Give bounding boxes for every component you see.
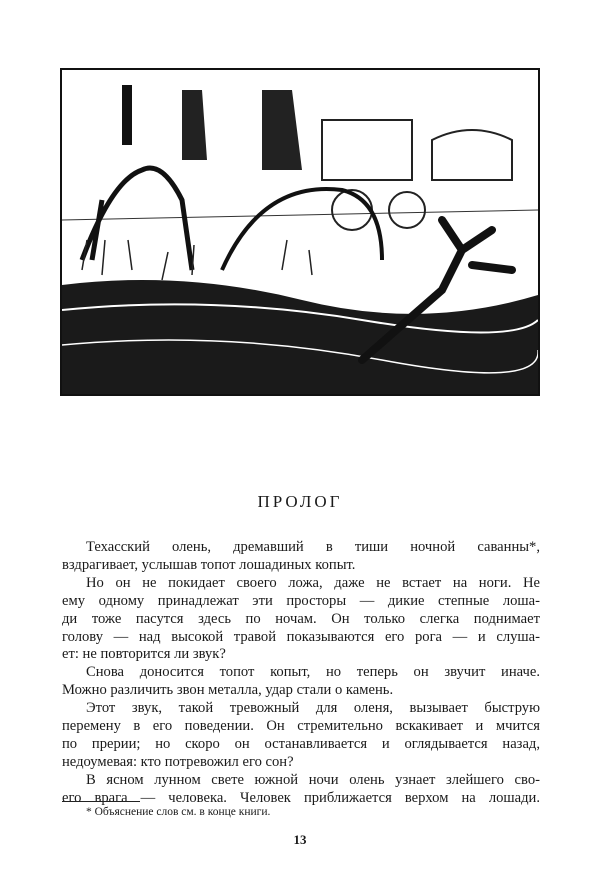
chapter-title: ПРОЛОГ xyxy=(257,492,343,511)
text-line: Но он не покидает своего ложа, даже не встает на ноги. Не xyxy=(86,574,540,591)
text-line: по прерии; но скоро он останавливается и оглядывается назад, xyxy=(62,735,540,752)
text-line: Можно различить звон металла, удар стали о камень. xyxy=(62,682,394,699)
illustration-riders-and-wagons xyxy=(60,68,540,396)
text-line: ди тоже пасутся здесь по ночам. Он только слегка поднимает xyxy=(62,610,540,627)
text-line: его врага — человека. Человек приближается верхом на лошади. xyxy=(62,789,540,806)
text-line: недоумевая: кто потревожил его сон? xyxy=(62,753,294,770)
footnote: * Объяснение слов см. в конце книги. xyxy=(86,806,271,818)
text-line: Техасский олень, дремавший в тиши ночной саванны*, xyxy=(86,539,540,555)
text-line: ет: не повторится ли звук? xyxy=(62,646,226,663)
text-line: перемену в его поведении. Он стремительно вскакивает и мчится xyxy=(62,718,540,734)
text-line: Этот звук, такой тревожный для оленя, вызывает быструю xyxy=(86,700,540,717)
text-line: Снова доносится топот копыт, но теперь он звучит иначе. xyxy=(86,664,540,681)
footnote-rule xyxy=(62,801,140,802)
text-line: ему одному принадлежат эти просторы — дикие степные лоша- xyxy=(62,592,540,609)
page-number: 13 xyxy=(293,832,307,847)
text-line: В ясном лунном свете южной ночи олень узнает злейшего сво- xyxy=(86,771,540,788)
text-line: голову — над высокой травой показываются его рога — и слуша- xyxy=(62,628,540,645)
illustration-drawing xyxy=(62,70,538,394)
text-line: вздрагивает, услышав топот лошадиных копыт. xyxy=(62,556,356,573)
